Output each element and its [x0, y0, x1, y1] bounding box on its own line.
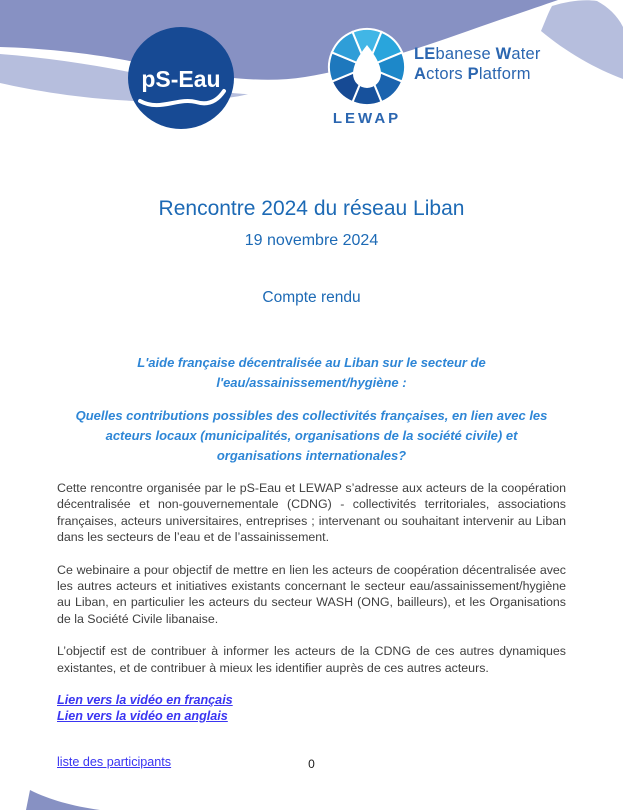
lead-heading-1: L'aide française décentralisée au Liban sur le secteur de l'eau/assainissement/hygiène : — [137, 355, 486, 390]
event-date: 19 novembre 2024 — [244, 232, 379, 249]
link-participants-list[interactable]: liste des participants — [57, 755, 172, 770]
footer-corner-shape — [26, 790, 100, 810]
lewap-wordmark-line2: Actors Platform — [414, 65, 531, 83]
subtitle-compte-rendu: Compte rendu — [262, 289, 361, 306]
pseau-logo-label: pS-Eau — [141, 66, 221, 92]
lead-heading-2: Quelles contributions possibles des collectivités françaises, en lien avec les acteurs locaux (municipalités, organisations de la société civile) et organisations internationales? — [75, 408, 548, 463]
link-video-english[interactable]: Lien vers la vidéo en anglais — [57, 709, 228, 724]
page-number: 0 — [308, 757, 315, 771]
paragraph-1: Cette rencontre organisée par le pS-Eau et LEWAP s’adresse aux acteurs de la coopération décentralisée et non-gouvernementale (CDNG) - collectivités territoriales, associations françaises, acteurs universitaires, entreprises ; intervenant ou souhaitant intervenir au Liban dans les secteurs de l’eau et de l’assainissement. — [57, 481, 566, 545]
link-video-french[interactable]: Lien vers la vidéo en français — [57, 693, 233, 708]
footer-corner-wave — [0, 788, 110, 810]
lewap-caption: LEWAP — [332, 110, 402, 127]
video-links — [57, 692, 566, 724]
lewap-wordmark-line1: LEbanese Water — [414, 45, 541, 63]
paragraph-2: Ce webinaire a pour objectif de mettre en lien les acteurs de coopération décentralisée avec les autres acteurs et initiatives existants concernant le secteur eau/assainissement/hygiène au Liban, en particulier les acteurs du secteur WASH (ONG, bailleurs), et les Organisations de la Société Civile libanaise. — [57, 562, 566, 626]
page-title: Rencontre 2024 du réseau Liban — [158, 197, 465, 220]
paragraph-3: L’objectif est de contribuer à informer les acteurs de la CDNG de ces autres dynamiques existantes, et de contribuer à mieux les identifier auprès de ces autres acteurs. — [57, 644, 566, 675]
